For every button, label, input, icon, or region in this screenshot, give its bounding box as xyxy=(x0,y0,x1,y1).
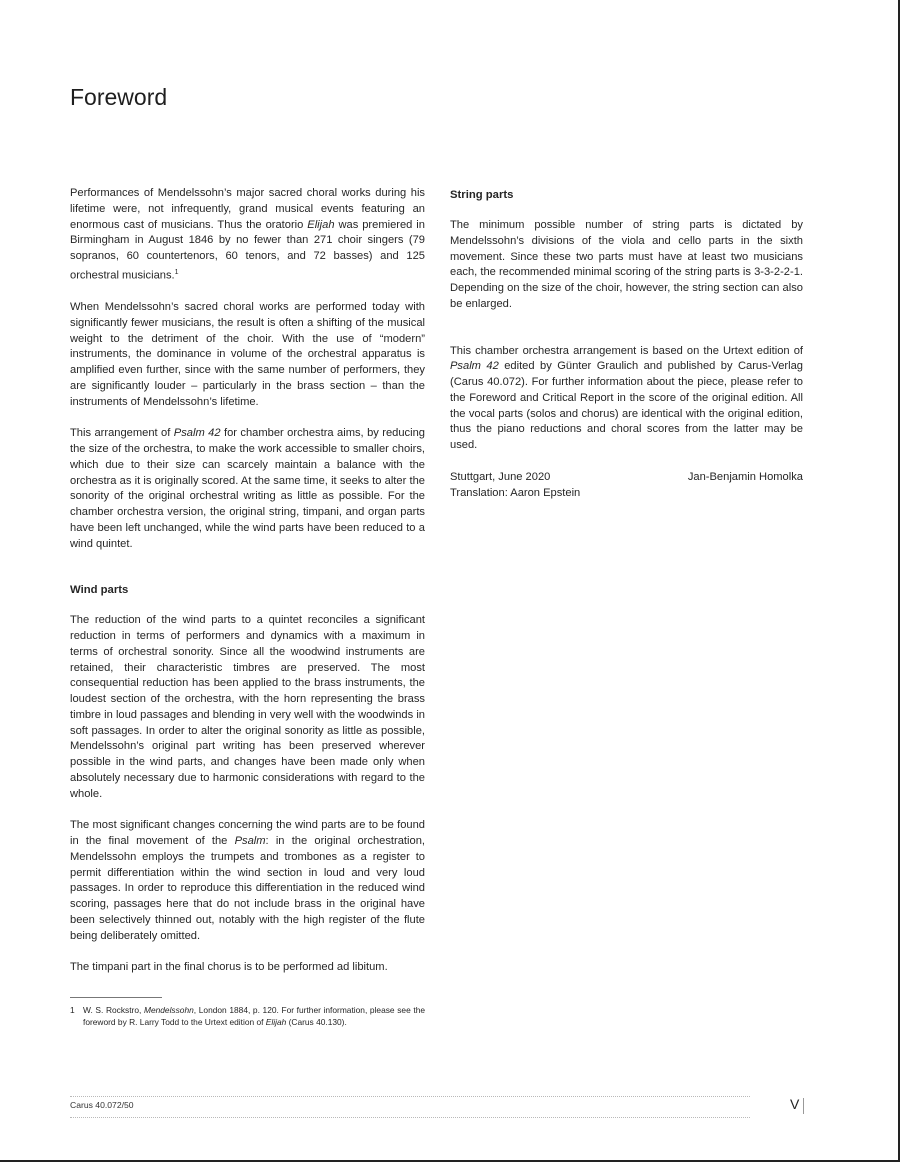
right-column xyxy=(450,188,803,501)
page-tick-mark xyxy=(803,1098,804,1114)
paragraph-string-parts: The minimum possible number of string parts is dictated by Mendelssohn’s divisions of the viola and cello parts in the sixth movement. Since these two parts must have at least two musicians each, the recommended minimal scoring of the string parts is 3-3-2-2-1. Depending on the size of the choir, however, the string section can also be enlarged. xyxy=(450,219,803,310)
paragraph-performances: Performances of Mendelssohn’s major sacred choral works during his lifetime were, not infrequently, grand musical events featuring an enormous cast of musicians. Thus the oratorio Elijah was premiered in Birmingham in August 1846 by no fewer than 271 choir singers (79 sopranos, 60 countertenors, 60 tenors, and 72 basses) and 125 orchestral musicians.$^1$ xyxy=(70,187,425,282)
page-title: Foreword xyxy=(70,84,168,110)
footnote-reference: 1 xyxy=(174,268,179,276)
translation-credit: Translation: Aaron Epstein xyxy=(450,486,581,499)
footnote-mark: 1 xyxy=(70,1005,75,1015)
footnote-divider xyxy=(70,997,162,998)
footnote-text: W. S. Rockstro, Mendelssohn, London 1884, p. 120. For further information, please see the foreword by R. Larry Todd to the Urtext edition of Elijah (Carus 40.130). xyxy=(83,1005,426,1027)
paragraph-wind-changes: The most significant changes concerning the wind parts are to be found in the final movement of the Psalm: in the original orchestration, Mendelssohn employs the trumpets and trombones as a register to permit differentiation within the wind section in loud and very loud passages. In order to reproduce this differentiation in the reduced wind scoring, passages here that do not include brass in the original have been selectively thinned out, notably with the high register of the flute being deliberately omitted. xyxy=(70,819,425,942)
paragraph-edition: This chamber orchestra arrangement is based on the Urtext edition of Psalm 42 edited by Günter Graulich and published by Carus-Verlag (Carus 40.072). For further information about the piece, please refer to the Foreword and Critical Report in the score of the original edition. All the vocal parts (solos and chorus) are identical with the original edition, thus the piano reductions and choral scores from the latter may be used. xyxy=(450,344,803,451)
place-date: Stuttgart, June 2020 xyxy=(450,470,551,483)
author-name: Jan-Benjamin Homolka xyxy=(687,470,803,483)
footer-divider-top xyxy=(70,1096,750,1097)
footnote xyxy=(70,1005,425,1028)
wind-parts-heading: Wind parts xyxy=(70,584,129,597)
signature-row xyxy=(450,470,803,486)
catalog-number: Carus 40.072/50 xyxy=(70,1100,134,1110)
string-parts-heading: String parts xyxy=(450,189,514,201)
paragraph-today: When Mendelssohn’s sacred choral works are performed today with significantly fewer musicians, the result is often a shifting of the musical weight to the detriment of the choir. With the use of “modern” instruments, the dominance in volume of the orchestral apparatus is amplified even further, since with the same number of performers, they are significantly louder – particularly in the brass section – than the instruments of Mendelssohn’s lifetime. xyxy=(70,301,425,408)
left-column xyxy=(70,186,425,992)
paragraph-arrangement: This arrangement of Psalm 42 for chamber orchestra aims, by reducing the size of the orchestra, to make the work accessible to smaller choirs, which due to their size can scarcely maintain a balance with the orchestra as it is originally scored. At the same time, it seeks to alter the sonority of the original orchestral writing as little as possible. For the chamber orchestra version, the original string, timpani, and organ parts have been left unchanged, while the wind parts have been reduced to a wind quintet. xyxy=(70,427,425,550)
paragraph-timpani: The timpani part in the final chorus is to be performed ad libitum. xyxy=(70,961,388,974)
footer-divider-bottom xyxy=(70,1117,750,1118)
page-number: V xyxy=(790,1096,800,1112)
paragraph-wind-reduction: The reduction of the wind parts to a quintet reconciles a significant reduction in terms of performers and dynamics with a maximum in terms of orchestral sonority. Since all the woodwind instruments are retained, their characteristic timbres are preserved. The most consequential reduction has been applied to the brass instruments, the loudest section of the orchestra, with the horn representing the brass timbre in loud passages and blending in very well with the woodwinds in soft passages. In order to alter the original sonority as little as possible, Mendelssohn’s original part writing has been preserved wherever possible in the wind parts, and changes have been made only when absolutely necessary due to harmonic considerations with regard to the whole. xyxy=(70,614,425,800)
